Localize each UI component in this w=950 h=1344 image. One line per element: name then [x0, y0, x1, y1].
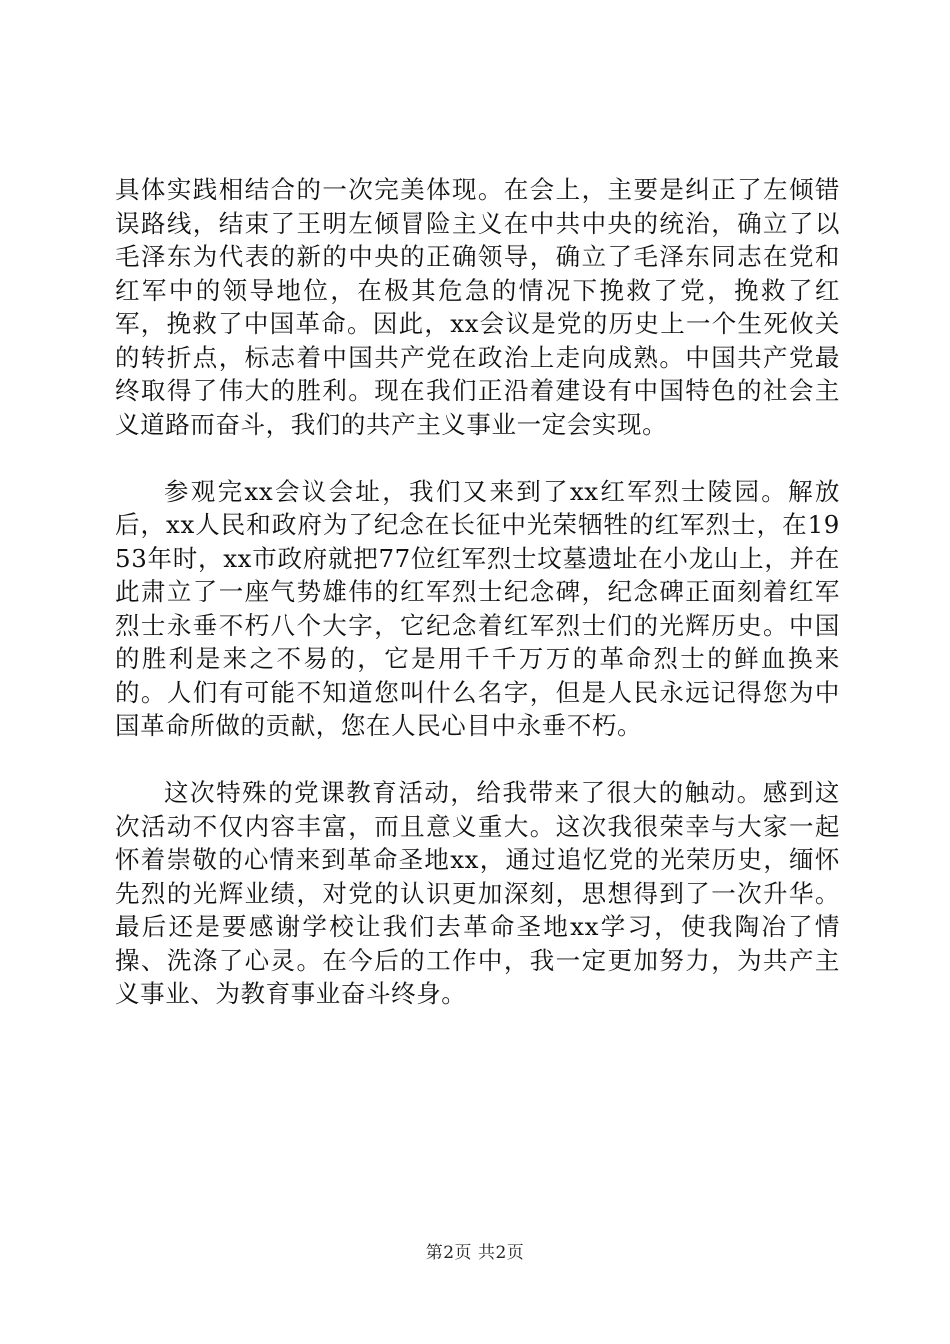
paragraph-3: 这次特殊的党课教育活动，给我带来了很大的触动。感到这次活动不仅内容丰富，而且意义重大。这次我很荣幸与大家一起怀着崇敬的心情来到革命圣地xx，通过追忆党的光荣历史，缅怀先烈的光辉业绩，对党的认识更加深刻，思想得到了一次升华。最后还是要感谢学校让我们去革命圣地xx学习，使我陶冶了情操、洗涤了心灵。在今后的工作中，我一定更加努力，为共产主义事业、为教育事业奋斗终身。 [115, 778, 840, 1008]
paragraph-2: 参观完xx会议会址，我们又来到了xx红军烈士陵园。解放后，xx人民和政府为了纪念在长征中光荣牺牲的红军烈士，在1953年时，xx市政府就把77位红军烈士坟墓遗址在小龙山上，并在此肃立了一座气势雄伟的红军烈士纪念碑，纪念碑正面刻着红军烈士永垂不朽八个大字，它纪念着红军烈士们的光辉历史。中国的胜利是来之不易的，它是用千千万万的革命烈士的鲜血换来的。人们有可能不知道您叫什么名字，但是人民永远记得您为中国革命所做的贡献，您在人民心目中永垂不朽。 [115, 476, 840, 740]
document-body [115, 173, 840, 1011]
page-footer [0, 1242, 950, 1264]
paragraph-1: 具体实践相结合的一次完美体现。在会上，主要是纠正了左倾错误路线，结束了王明左倾冒险主义在中共中央的统治，确立了以毛泽东为代表的新的中央的正确领导，确立了毛泽东同志在党和红军中的领导地位，在极其危急的情况下挽救了党，挽救了红军，挽救了中国革命。因此，xx会议是党的历史上一个生死攸关的转折点，标志着中国共产党在政治上走向成熟。中国共产党最终取得了伟大的胜利。现在我们正沿着建设有中国特色的社会主义道路而奋斗，我们的共产主义事业一定会实现。 [115, 175, 840, 439]
page-number-label: 第2页 共2页 [425, 1243, 525, 1263]
